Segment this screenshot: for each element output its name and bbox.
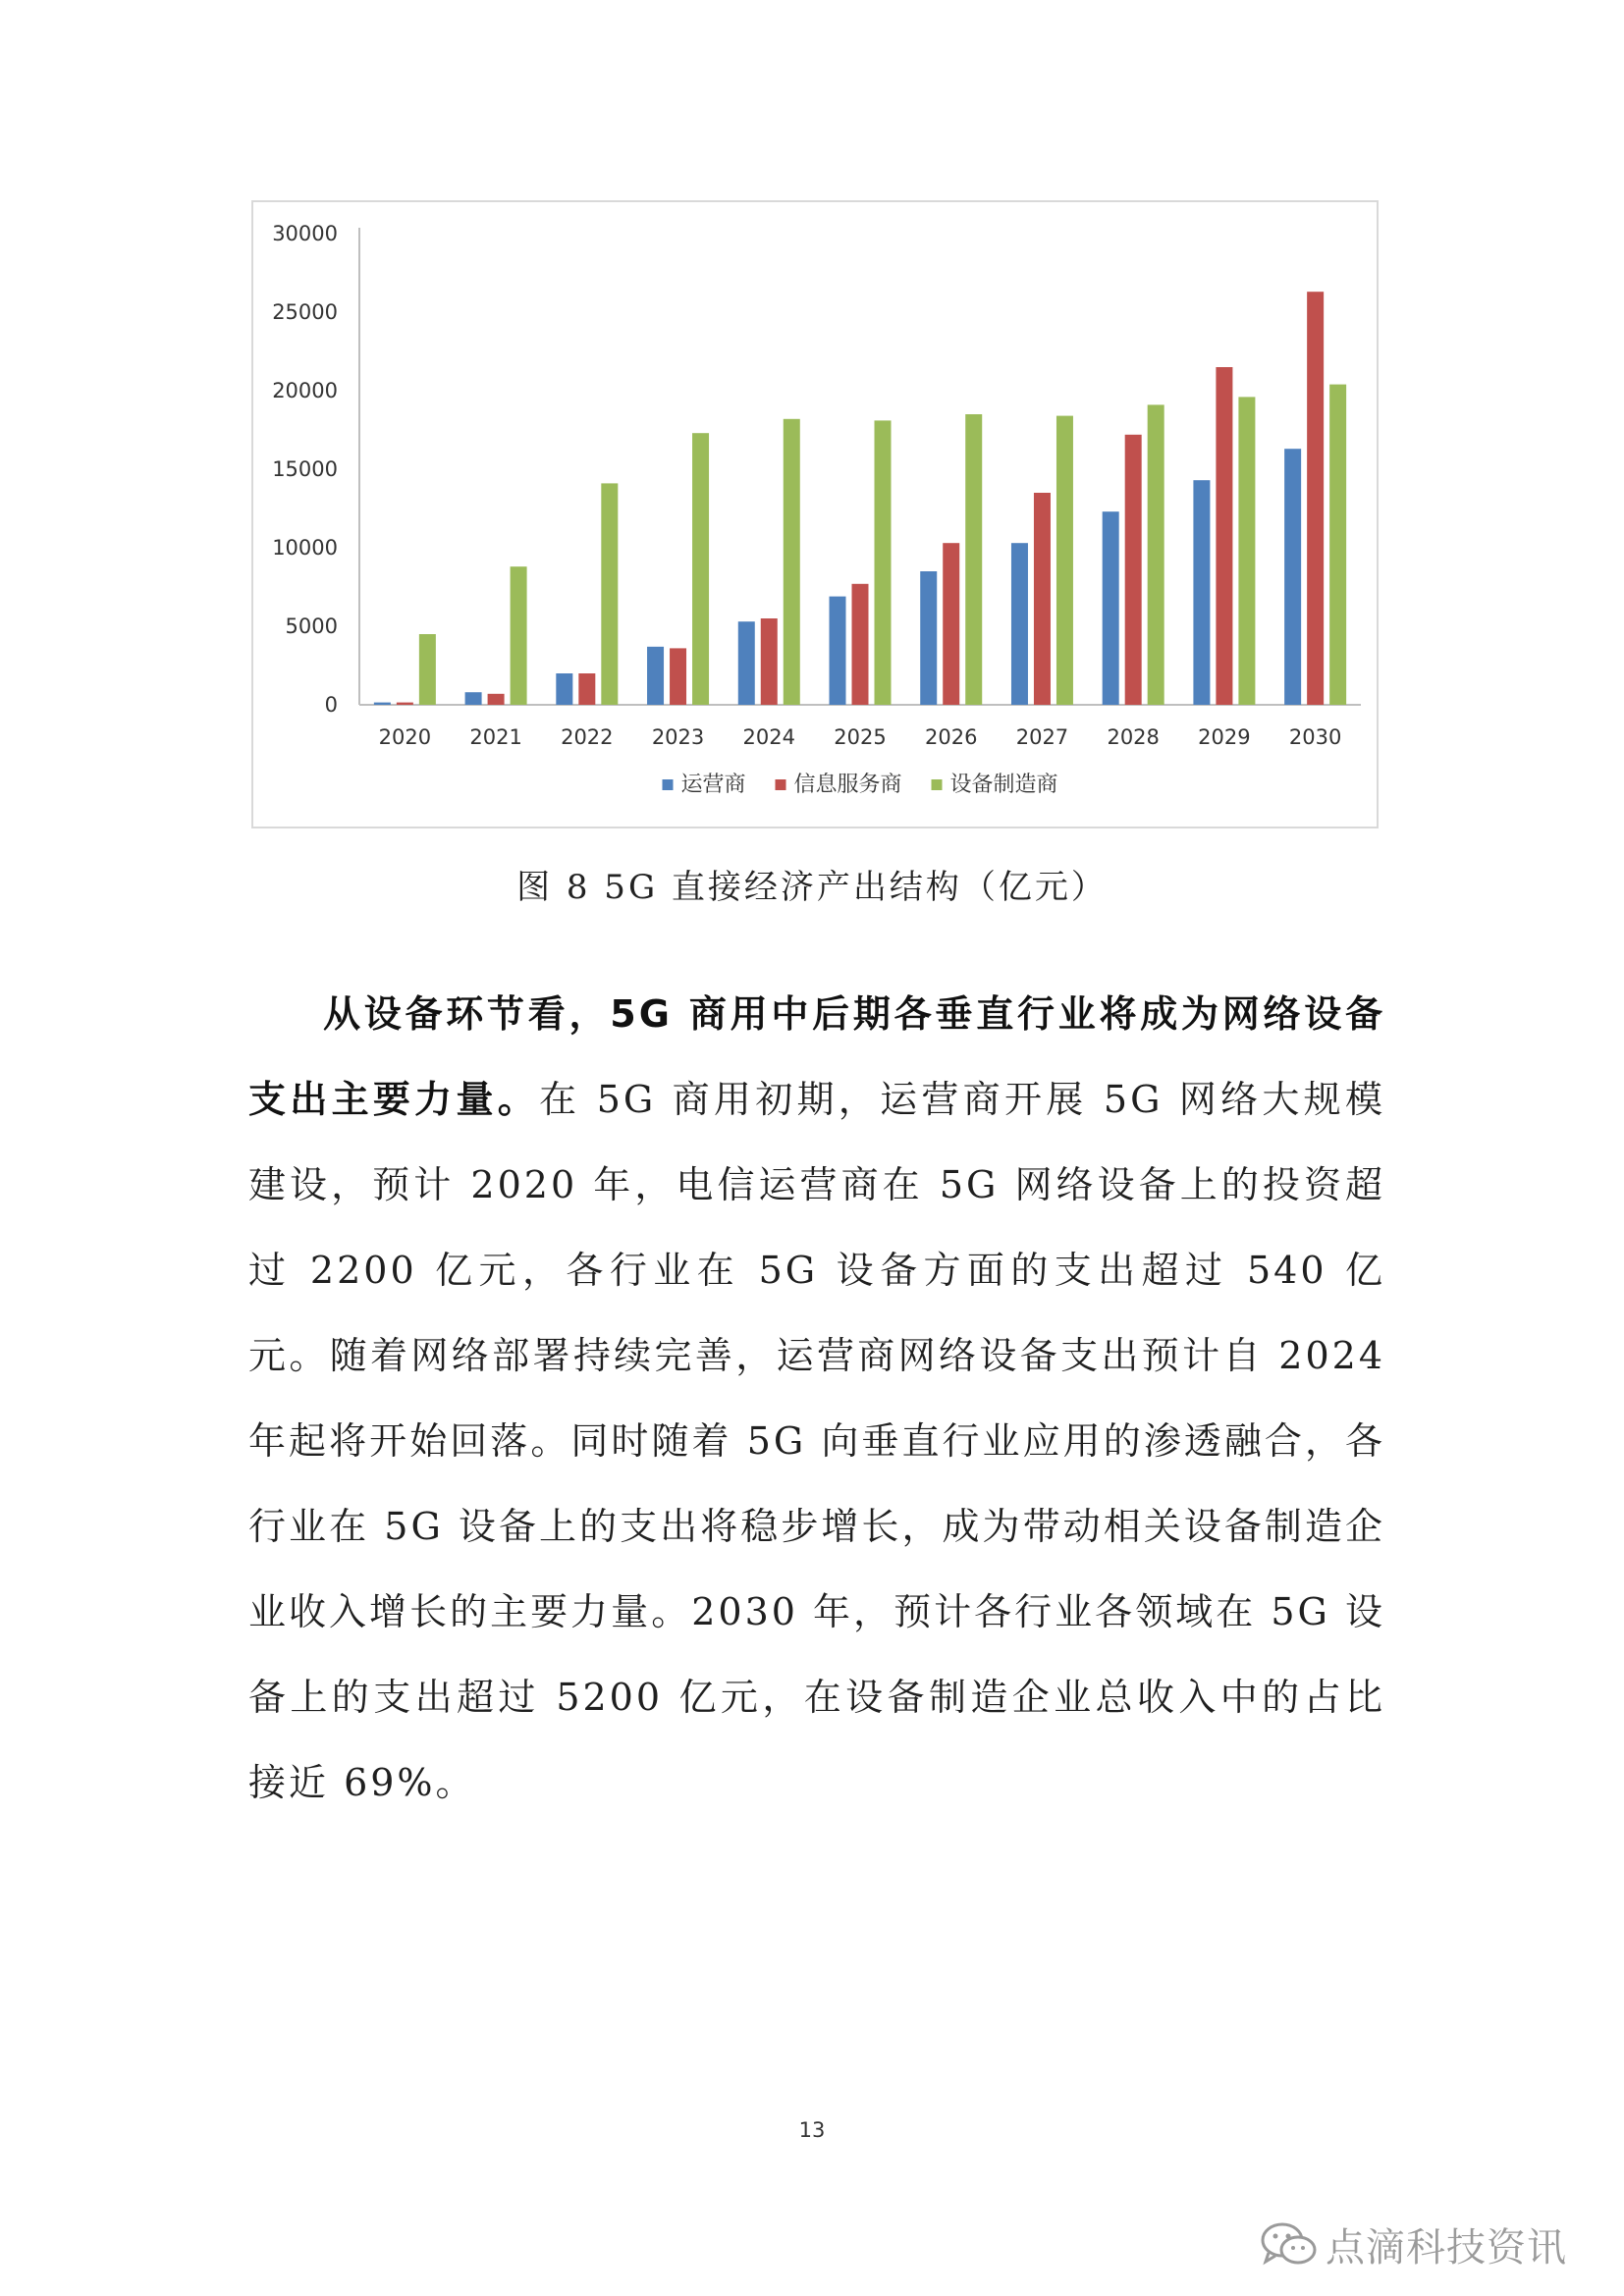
x-tick-label: 2030 — [1288, 725, 1342, 749]
body-paragraph — [248, 972, 1385, 1826]
bar-1-2030 — [1284, 449, 1301, 705]
bar-3-2025 — [875, 420, 892, 705]
x-tick-label: 2020 — [378, 725, 432, 749]
y-tick-label: 10000 — [272, 536, 338, 560]
watermark-text: 点滴科技资讯 — [1326, 2224, 1567, 2270]
bar-3-2021 — [511, 566, 527, 705]
bar-1-2026 — [920, 571, 937, 705]
x-tick-label: 2021 — [469, 725, 522, 749]
bar-1-2027 — [1011, 543, 1028, 705]
bar-2-2025 — [852, 584, 869, 705]
wechat-icon — [1259, 2220, 1320, 2268]
y-tick-label: 5000 — [285, 614, 338, 638]
bar-2-2021 — [488, 694, 505, 705]
bar-3-2022 — [601, 483, 618, 705]
bar-2-2026 — [943, 543, 959, 705]
bar-1-2022 — [556, 673, 572, 705]
bar-2-2027 — [1034, 493, 1051, 705]
paragraph-text: 在 5G 商用初期，运营商开展 5G 网络大规模建设，预计 2020 年，电信运营商在 5G 网络设备上的投资超过 2200 亿元，各行业在 5G 设备方面的支出超过 540 亿元。随着网络部署持续完善，运营商网络设备支出预计自 2024 年起将开始回落。同时随着 5G 向垂直行业应用的渗透融合，各行业在 5G 设备上的支出将稳步增长，成为带动相关设备制造企业收入增长的主要力量。2030 年，预计各行业各领域在 5G 设备上的支出超过 5200 亿元，在设备制造企业总收入中的占比接近 69%。 — [248, 1078, 1385, 1804]
x-tick-label: 2028 — [1107, 725, 1160, 749]
bar-2-2020 — [397, 703, 413, 705]
bar-2-2030 — [1307, 292, 1324, 705]
legend-label: 运营商 — [680, 773, 746, 797]
y-tick-label: 15000 — [272, 457, 338, 481]
bar-1-2024 — [738, 621, 755, 705]
y-tick-label: 25000 — [272, 300, 338, 324]
x-tick-label: 2025 — [834, 725, 887, 749]
legend-swatch — [776, 779, 786, 790]
bar-3-2020 — [419, 634, 436, 705]
paragraph-lead: 从设备环节看，5G 商用中后期各垂直行业将成为网络设备支出主要力量。 — [248, 992, 1385, 1121]
bar-1-2021 — [465, 692, 482, 705]
bar-1-2028 — [1103, 511, 1119, 705]
bar-1-2020 — [374, 703, 391, 705]
bar-3-2029 — [1238, 397, 1255, 705]
bar-3-2026 — [965, 414, 982, 705]
figure-caption: 图 8 5G 直接经济产出结构（亿元） — [516, 868, 1108, 907]
y-tick-label: 0 — [324, 693, 338, 717]
x-tick-label: 2024 — [742, 725, 795, 749]
bar-1-2025 — [830, 597, 846, 705]
legend-label: 信息服务商 — [793, 773, 902, 797]
bar-2-2024 — [761, 618, 778, 705]
bar-1-2023 — [647, 647, 664, 705]
bar-2-2028 — [1125, 435, 1142, 705]
y-tick-label: 20000 — [272, 379, 338, 402]
watermark — [1259, 2215, 1567, 2273]
x-tick-label: 2023 — [651, 725, 705, 749]
bar-1-2029 — [1193, 480, 1210, 705]
bar-2-2022 — [578, 673, 595, 705]
x-tick-label: 2029 — [1198, 725, 1251, 749]
bar-chart — [253, 202, 1377, 827]
bar-3-2024 — [784, 419, 800, 705]
bar-3-2027 — [1056, 416, 1073, 705]
bar-2-2029 — [1216, 367, 1232, 705]
chart-container — [251, 200, 1379, 828]
legend-label: 设备制造商 — [949, 773, 1058, 797]
y-tick-label: 30000 — [272, 222, 338, 245]
x-tick-label: 2026 — [925, 725, 978, 749]
bar-3-2030 — [1329, 385, 1346, 705]
bar-3-2023 — [692, 433, 709, 705]
x-tick-label: 2022 — [561, 725, 614, 749]
page-number: 13 — [798, 2118, 826, 2142]
legend-swatch — [663, 779, 674, 790]
bar-2-2023 — [670, 648, 686, 705]
legend-swatch — [932, 779, 943, 790]
bar-3-2028 — [1148, 404, 1164, 705]
x-tick-label: 2027 — [1015, 725, 1069, 749]
